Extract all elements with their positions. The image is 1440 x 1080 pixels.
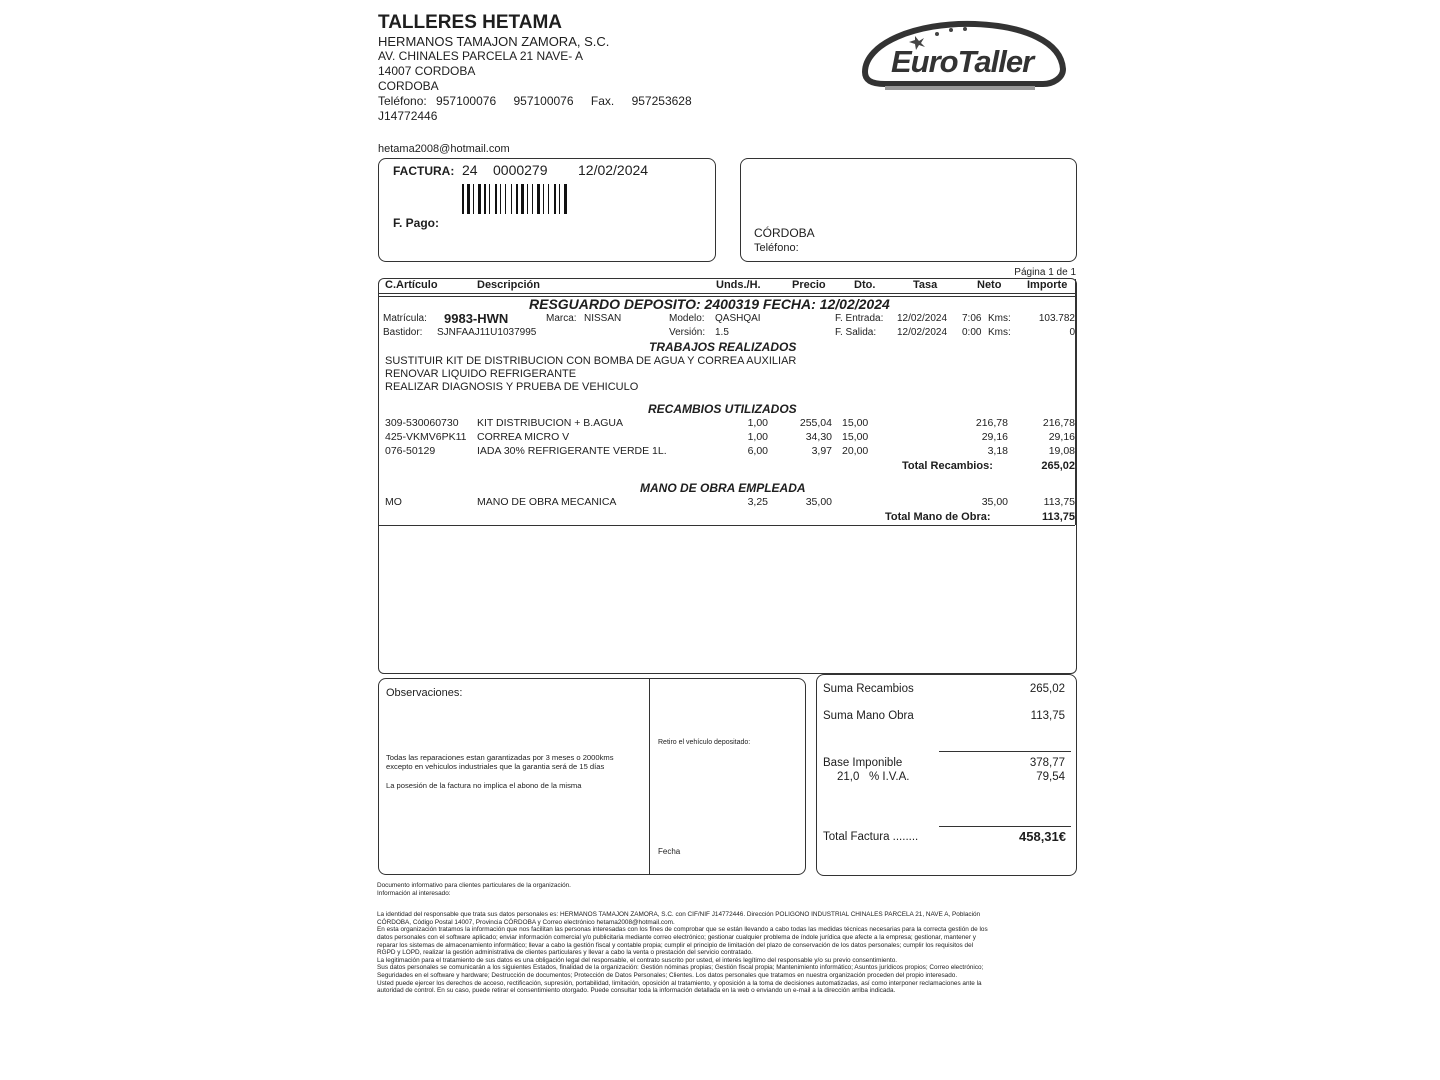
part-net: 29,16: [981, 431, 1008, 443]
labor-units: 3,25: [747, 496, 768, 508]
exit-time: 0:00: [962, 327, 982, 338]
total-rule: [939, 826, 1071, 827]
amount-column-rule: [1075, 279, 1076, 525]
model-label: Modelo:: [669, 313, 705, 324]
parts-title: RECAMBIOS UTILIZADOS: [648, 402, 797, 416]
phone-1: 957100076: [436, 94, 497, 108]
part-net: 216,78: [975, 417, 1008, 429]
observations-divider: [649, 679, 650, 874]
invoice-box: [378, 158, 716, 262]
base-value: 378,77: [1029, 757, 1065, 769]
col-net: Neto: [977, 279, 1002, 291]
vin-value: SJNFAAJ11U1037995: [437, 327, 537, 338]
legal-notice: [377, 882, 992, 995]
part-desc: KIT DISTRIBUCION + B.AGUA: [477, 417, 623, 429]
entry-date: 12/02/2024: [897, 313, 948, 324]
part-discount: 15,00: [842, 417, 869, 429]
col-amount: Importe: [1027, 279, 1068, 291]
deposit-title: RESGUARDO DEPOSITO: 2400319 FECHA: 12/02/2024: [529, 296, 890, 312]
exit-label: F. Salida:: [835, 327, 877, 338]
invoice-number: 0000279: [493, 162, 548, 178]
client-phone-label: Teléfono:: [754, 242, 799, 254]
works-line: RENOVAR LIQUIDO REFRIGERANTE: [385, 368, 577, 380]
invoice-date: 12/02/2024: [578, 162, 649, 178]
col-description: Descripción: [477, 279, 540, 291]
legal-paragraph: En esta organización tratamos la información que nos facilitan las personas interesadas con los fines de comprobar que se están llevando a cabo todas las medidas técnicas necesarias para la correcta gestión de los datos personales con el software aplicado; enviar información comercial y/o publicitaria mediante correo electrónico; gestionar cualquier problema de índole jurídica que afecte a la empresa; gestionar, mantener y reparar los sistemas de almacenamiento informático; llevar a cabo la gestión fiscal y contable propia; cumplir el principio de limitación del plazo de conservación de los datos personales; cumplir los requisitos del RGPD y LOPD, realizar la gestión administrativa de clientes particulares y llevar a cabo la venta o prestación del servicio contratado.: [377, 926, 988, 957]
phone-label: Teléfono:: [378, 94, 427, 108]
brand-label: Marca:: [546, 313, 577, 324]
observations-label: Observaciones:: [386, 687, 463, 699]
client-city: CÓRDOBA: [754, 226, 815, 240]
items-box: [378, 278, 1077, 674]
labor-code: MO: [385, 496, 402, 508]
part-amount: 216,78: [1042, 417, 1075, 429]
legal-paragraph: La legitimación para el tratamiento de sus datos es una obligación legal del responsable, el contrato suscrito por usted, el interés legítimo del responsable y/o su previo consentimiento.: [377, 956, 898, 964]
part-units: 1,00: [747, 417, 768, 429]
part-desc: CORREA MICRO V: [477, 431, 570, 443]
works-title: TRABAJOS REALIZADOS: [649, 340, 797, 354]
labor-total-label: Total Mano de Obra:: [885, 511, 991, 523]
phone-2: 957100076: [513, 94, 574, 108]
company-name: TALLERES HETAMA: [378, 12, 563, 33]
labor-price: 35,00: [805, 496, 832, 508]
totals-box: [816, 674, 1077, 876]
pickup-date-label: Fecha: [658, 847, 681, 856]
part-units: 6,00: [747, 445, 768, 457]
sum-parts: 265,02: [1029, 683, 1065, 695]
labor-net: 35,00: [981, 496, 1008, 508]
part-price: 34,30: [805, 431, 832, 443]
works-line: SUSTITUIR KIT DE DISTRIBUCION CON BOMBA DE AGUA Y CORREA AUXILIAR: [385, 355, 797, 367]
part-amount: 19,08: [1048, 445, 1075, 457]
company-tax-id: J14772446: [378, 109, 438, 123]
fax-number: 957253628: [631, 94, 692, 108]
works-line: REALIZAR DIAGNOSIS Y PRUEBA DE VEHICULO: [385, 381, 639, 393]
col-units: Unds./H.: [716, 279, 761, 291]
version-value: 1.5: [715, 327, 729, 338]
entry-kms-label: Kms:: [988, 313, 1011, 324]
legal-paragraph: Usted puede ejercer los derechos de acceso, rectificación, supresión, portabilidad, limitación, oposición al tratamiento, y oposición a la toma de decisiones automatizadas, así como interponer reclamaciones ante la autoridad de control. En su caso, puede retirar el consentimiento otorgado. Puede consultar toda la información detallada en la web o enviando un e-mail a la dirección arriba indicada.: [377, 979, 982, 995]
observations-text: Todas las reparaciones estan garantizadas por 3 meses o 2000kms excepto en vehiculos industriales que la garantia será de 15 días: [386, 753, 614, 771]
client-box: [740, 158, 1077, 262]
company-postal: 14007 CORDOBA: [378, 64, 476, 78]
labor-title: MANO DE OBRA EMPLEADA: [640, 481, 806, 495]
vat-value: 79,54: [1036, 771, 1065, 783]
items-bottom-rule: [379, 525, 1075, 526]
part-units: 1,00: [747, 431, 768, 443]
fax-label: Fax.: [590, 94, 615, 108]
entry-time: 7:06: [962, 313, 982, 324]
col-price: Precio: [792, 279, 826, 291]
column-header: [379, 279, 1075, 294]
payment-label: F. Pago:: [393, 216, 440, 230]
vat-rate: 21,0: [837, 771, 860, 783]
part-code: 076-50129: [385, 445, 436, 457]
parts-total-label: Total Recambios:: [902, 460, 993, 472]
entry-label: F. Entrada:: [835, 313, 884, 324]
version-label: Versión:: [669, 327, 706, 338]
company-header: [378, 12, 692, 124]
company-address: AV. CHINALES PARCELA 21 NAVE- A: [378, 49, 583, 63]
part-price: 3,97: [811, 445, 832, 457]
legal-paragraph: La identidad del responsable que trata sus datos personales es: HERMANOS TAMAJON ZAMORA, S.C. con CIF/NIF J14772446. Dirección POLIGONO INDUSTRIAL CHINALES PARCELA 21, NAVE A, Población CÓRDOBA, Código Postal 14007, Provincia CÓRDOBA y Correo electrónico hetama2008@hotmail.com.: [377, 911, 981, 926]
vat-label: % I.V.A.: [869, 771, 910, 783]
total-label: Total Factura ........: [823, 831, 919, 843]
plate-label: Matrícula:: [383, 313, 427, 324]
invoice-series: 24: [462, 162, 478, 178]
pickup-label: Retiro el vehículo depositado:: [658, 739, 751, 746]
invoice-barcode: [462, 184, 587, 214]
total-value: 458,31€: [1019, 829, 1066, 844]
labor-total: 113,75: [1041, 511, 1075, 523]
vin-label: Bastidor:: [383, 327, 423, 338]
exit-kms: 0: [1069, 327, 1075, 338]
legal-paragraph: Sus datos personales se comunicarán a los siguientes Estados, finalidad de la organización: Gestión nóminas propias; Gestión fiscal propia; Mantenimiento informático; Asuntos jurídicos propios; Correo electrónico; Seguridades en el software y hardware; Destrucción de documentos; Protección de Datos Personales; Clientes. Los datos personales que tratamos en nuestra organización proceden del propio interesado.: [377, 964, 984, 979]
page-number: Página 1 de 1: [1014, 267, 1076, 278]
part-price: 255,04: [799, 417, 832, 429]
col-tax: Tasa: [913, 279, 938, 291]
observations-box: [378, 678, 806, 875]
parts-total: 265,02: [1041, 460, 1075, 472]
base-label: Base Imponible: [823, 757, 903, 769]
legal-line: Información al interesado:: [377, 889, 451, 897]
subtotal-rule: [939, 751, 1071, 752]
brand-value: NISSAN: [584, 313, 622, 324]
labor-desc: MANO DE OBRA MECANICA: [477, 496, 617, 508]
eurotaller-logo: [855, 14, 1070, 94]
part-desc: IADA 30% REFRIGERANTE VERDE 1L.: [477, 445, 667, 457]
company-phones: [378, 94, 692, 109]
observations-text: La posesión de la factura no implica el abono de la misma: [386, 781, 582, 790]
sum-parts-label: Suma Recambios: [823, 683, 914, 695]
entry-kms: 103.782: [1038, 313, 1075, 324]
plate-value: 9983-HWN: [444, 311, 509, 326]
part-net: 3,18: [987, 445, 1008, 457]
company-legal-name: HERMANOS TAMAJON ZAMORA, S.C.: [378, 34, 610, 49]
sum-labor: 113,75: [1030, 710, 1065, 722]
logo-text: EuroTaller: [891, 44, 1034, 79]
col-code: C.Artículo: [385, 279, 438, 291]
company-city: CORDOBA: [378, 79, 439, 93]
part-code: 309-530060730: [385, 417, 459, 429]
part-discount: 20,00: [842, 445, 869, 457]
legal-line: Documento informativo para clientes particulares de la organización.: [377, 882, 571, 889]
exit-date: 12/02/2024: [897, 327, 948, 338]
exit-kms-label: Kms:: [988, 327, 1011, 338]
company-email: hetama2008@hotmail.com: [378, 143, 510, 155]
col-discount: Dto.: [854, 279, 876, 291]
sum-labor-label: Suma Mano Obra: [823, 710, 914, 722]
part-code: 425-VKMV6PK11: [385, 431, 467, 443]
part-discount: 15,00: [842, 431, 869, 443]
invoice-label: FACTURA:: [393, 164, 455, 178]
part-amount: 29,16: [1048, 431, 1075, 443]
model-value: QASHQAI: [715, 313, 761, 324]
labor-amount: 113,75: [1043, 496, 1075, 508]
